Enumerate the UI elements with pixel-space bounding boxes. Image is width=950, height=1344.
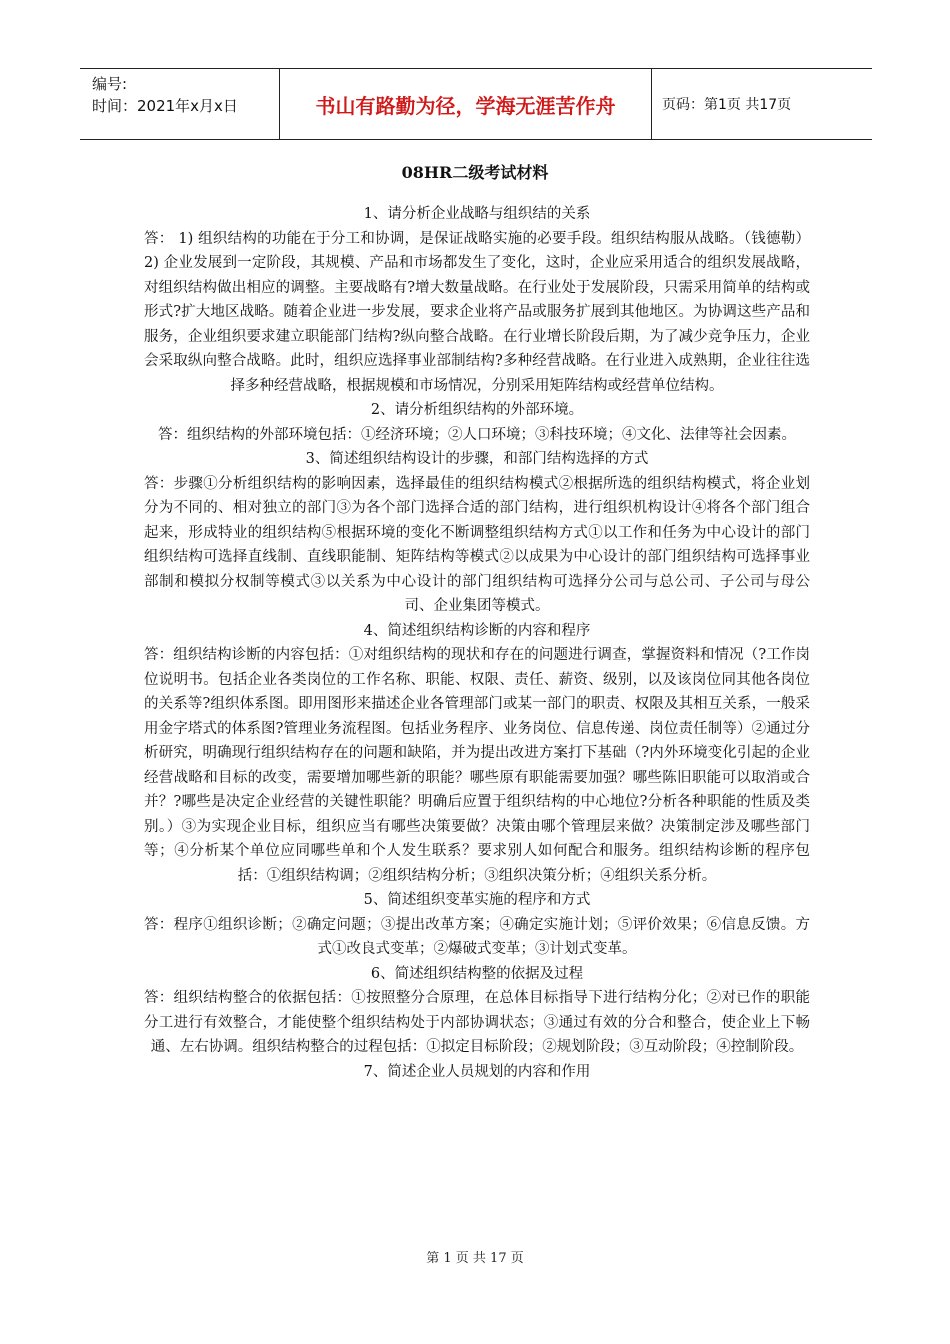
- answer-3: 答：步骤①分析组织结构的影响因素，选择最佳的组织结构模式②根据所选的组织结构模式，将企业划分为不同的、相对独立的部门③为各个部门选择合适的部门结构，进行组织机构设计④将各个部门组合起来，形成特业的组织结构⑤根据环境的变化不断调整组织结构方式①以工作和任务为中心设计的部门组织结构可选择直线制、直线职能制、矩阵结构等模式②以成果为中心设计的部门组织结构可选择事业部制和模拟分权制等模式③以关系为中心设计的部门组织结构可选择分公司与总公司、子公司与母公司、企业集团等模式。: [144, 475, 810, 614]
- question-2: 2、请分析组织结构的外部环境。: [370, 402, 584, 418]
- header-meta: [80, 69, 280, 139]
- document-time-label: 时间：2021年x月x日: [92, 97, 238, 115]
- answer-6: 答：组织结构整合的依据包括：①按照整分合原理，在总体目标指导下进行结构分化；②对已作的职能分工进行有效整合，才能使整个组织结构处于内部协调状态；③通过有效的分合和整合，使企业上下畅通、左右协调。组织结构整合的过程包括：①拟定目标阶段；②规划阶段；③互动阶段；④控制阶段。: [144, 990, 810, 1055]
- page-header: [80, 68, 872, 140]
- page-footer: 第 1 页 共 17 页: [426, 1251, 524, 1266]
- answer-4: 答：组织结构诊断的内容包括：①对组织结构的现状和存在的问题进行调查，掌握资料和情况（?工作岗位说明书。包括企业各类岗位的工作名称、职能、权限、责任、薪资、级别，以及该岗位同其他各岗位的关系等?组织体系图。即用图形来描述企业各管理部门或某一部门的职责、权限及其相互关系，一般采用金字塔式的体系图?管理业务流程图。包括业务程序、业务岗位、信息传递、岗位责任制等）②通过分析研究，明确现行组织结构存在的问题和缺陷，并为提出改进方案打下基础（?内外环境变化引起的企业经营战略和目标的改变，需要增加哪些新的职能？哪些原有职能需要加强？哪些陈旧职能可以取消或合并？?哪些是决定企业经营的关键性职能？明确后应置于组织结构的中心地位?分析各种职能的性质及类别。）③为实现企业目标，组织应当有哪些决策要做？决策由哪个管理层来做？决策制定涉及哪些部门等；④分析某个单位应同哪些单和个人发生联系？要求别人如何配合和服务。组织结构诊断的程序包括：①组织结构调；②组织结构分析；③组织决策分析；④组织关系分析。: [144, 647, 810, 884]
- answer-1: 答： 1) 组织结构的功能在于分工和协调，是保证战略实施的必要手段。组织结构服从战略。（钱德勒）2) 企业发展到一定阶段，其规模、产品和市场都发生了变化，这时，企业应采用适合的组织发展战略，对组织结构做出相应的调整。主要战略有?增大数量战略。在行业处于发展阶段，只需采用简单的结构或形式?扩大地区战略。随着企业进一步发展，要求企业将产品或服务扩展到其他地区。为协调这些产品和服务，企业组织要求建立职能部门结构?纵向整合战略。在行业增长阶段后期，为了减少竞争压力，企业会采取纵向整合战略。此时，组织应选择事业部制结构?多种经营战略。在行业进入成熟期，企业往往选择多种经营战略，根据规模和市场情况，分别采用矩阵结构或经营单位结构。: [144, 230, 810, 394]
- question-6: 6、简述组织结构整的依据及过程: [370, 965, 584, 982]
- header-page-info: 页码：第1页 共17页: [662, 97, 792, 113]
- document-body: [144, 202, 810, 1084]
- question-3: 3、简述组织结构设计的步骤，和部门结构选择的方式: [305, 451, 649, 467]
- question-7: 7、简述企业人员规划的内容和作用: [363, 1063, 591, 1080]
- answer-5: 答：程序①组织诊断；②确定问题；③提出改革方案；④确定实施计划；⑤评价效果；⑥信息反馈。方式①改良式变革；②爆破式变革；③计划式变革。: [144, 916, 810, 957]
- question-4: 4、简述组织结构诊断的内容和程序: [363, 622, 591, 639]
- document-number-label: 编号:: [92, 75, 128, 93]
- header-motto: 书山有路勤为径，学海无涯苦作舟: [280, 69, 652, 139]
- document-title: 08HR二级考试材料: [401, 163, 549, 182]
- answer-2: 答：组织结构的外部环境包括：①经济环境；②人口环境；③科技环境；④文化、法律等社会因素。: [158, 426, 796, 443]
- question-5: 5、简述组织变革实施的程序和方式: [363, 892, 591, 908]
- question-1: 1、请分析企业战略与组织结的关系: [363, 206, 591, 222]
